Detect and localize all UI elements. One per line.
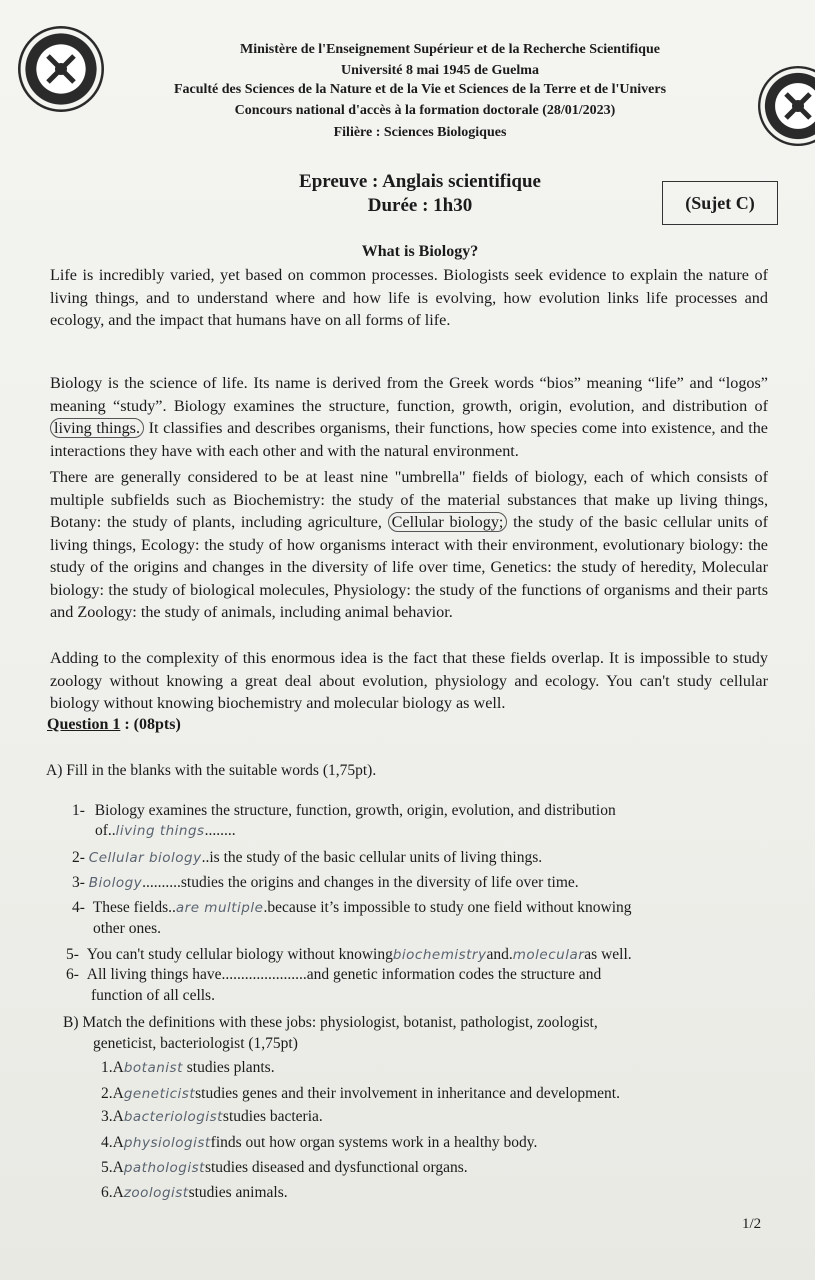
- part-b-item-3: [101, 1107, 323, 1127]
- part-a-item-4: [72, 898, 632, 918]
- handwritten-answer: botanist: [123, 1060, 183, 1076]
- handwritten-answer: zoologist: [123, 1185, 189, 1201]
- exam-duration: Durée : 1h30: [367, 195, 473, 216]
- question-1-points: : (08pts): [120, 716, 181, 733]
- handwritten-answer: geneticist: [123, 1086, 196, 1102]
- paragraph-1: [50, 264, 768, 332]
- handwritten-answer: physiologist: [123, 1135, 211, 1151]
- item-number: 6.A: [101, 1184, 124, 1201]
- item-number: 3.A: [101, 1108, 124, 1125]
- handwritten-answer: living things: [115, 823, 205, 839]
- paragraph-1-text: Life is incredibly varied, yet based on common processes. Biologists seek evidence to explain the nature of living things, and to understand where and how life is evolving, how evolution links life processes and ecology, and the impact that humans have on all forms of life.: [50, 266, 768, 329]
- part-b-item-6: [101, 1183, 288, 1203]
- question-1-heading: [47, 716, 181, 734]
- handwritten-answer: biochemistry: [392, 947, 487, 963]
- part-a-item-6: [66, 965, 601, 985]
- handwritten-answer: Cellular biology: [88, 850, 202, 866]
- item-number: 5.A: [101, 1159, 124, 1176]
- item-text: You can't study cellular biology without knowing: [86, 946, 393, 963]
- item-text: studies plants.: [182, 1059, 275, 1076]
- item-text: .because it’s impossible to study one field without knowing: [263, 899, 632, 916]
- faculty-logo: [758, 66, 815, 146]
- part-b-item-5: [101, 1158, 468, 1178]
- part-b-item-2: [101, 1084, 620, 1104]
- paragraph-2-text-b: It classifies and describes organisms, their functions, how species come into existence, and the interactions they have with each other and with the natural environment.: [50, 419, 768, 460]
- paragraph-3-text-b: the study of the basic cellular units of living things, Ecology: the study of how organisms interact with their environment, evolutionary biology: the study of the origins and changes in the diversity of life over time, Genetics: the study of heredity, Molecular biology: the study of biological molecules, Physiology: the study of the functions of organisms and their parts and Zoology: the study of animals, including animal behavior.: [50, 513, 769, 621]
- item-number: 2-: [72, 849, 85, 866]
- item-text: and.: [486, 946, 513, 963]
- item-text: Biology examines the structure, function, growth, origin, evolution, and distribution: [94, 802, 616, 819]
- item-text: studies bacteria.: [222, 1108, 323, 1125]
- part-b-item-4: [101, 1133, 537, 1153]
- item-number: 2.A: [101, 1085, 124, 1102]
- item-text: ..........studies the origins and changes in the diversity of life over time.: [142, 874, 579, 891]
- university-logo: [18, 26, 104, 112]
- item-text: These fields..: [92, 899, 176, 916]
- item-text: ..is the study of the basic cellular units of living things.: [201, 849, 543, 866]
- item-number: 5-: [66, 946, 79, 963]
- part-a-item-5: [66, 945, 632, 965]
- item-text: finds out how organ systems work in a healthy body.: [210, 1134, 538, 1151]
- handwritten-answer: are multiple: [175, 900, 264, 916]
- page-number: 1/2: [742, 1216, 762, 1232]
- part-a-heading: A) Fill in the blanks with the suitable words (1,75pt).: [46, 762, 377, 779]
- contest-line: Concours national d'accès à la formation doctorale (28/01/2023): [234, 103, 616, 118]
- handwritten-answer: pathologist: [123, 1160, 205, 1176]
- handwritten-answer: molecular: [512, 947, 585, 963]
- item-text: studies diseased and dysfunctional organs.: [204, 1159, 468, 1176]
- part-b-item-1: [101, 1058, 275, 1078]
- handwritten-answer: bacteriologist: [123, 1109, 223, 1125]
- paragraph-4-text: Adding to the complexity of this enormous idea is the fact that these fields overlap. It is impossible to study zoology without knowing a great deal about evolution, physiology and ecology. You can't study cellular biology without knowing biochemistry and molecular biology as well.: [50, 649, 768, 712]
- filiere-line: Filière : Sciences Biologiques: [333, 125, 507, 140]
- item-number: 3-: [72, 874, 85, 891]
- paragraph-2: [50, 372, 768, 462]
- ministry-line: Ministère de l'Enseignement Supérieur et de la Recherche Scientifique: [240, 42, 660, 57]
- faculty-line: Faculté des Sciences de la Nature et de la Vie et Sciences de la Terre et de l'Univers: [173, 82, 667, 97]
- part-b-heading: B) Match the definitions with these jobs: physiologist, botanist, pathologist, zoologist,: [63, 1014, 598, 1031]
- item-number: 4-: [72, 899, 85, 916]
- item-number: 4.A: [101, 1134, 124, 1151]
- part-a-item-1-cont: of..living things........: [95, 822, 236, 839]
- item-text: as well.: [584, 946, 632, 963]
- paragraph-4: [50, 647, 768, 715]
- paragraph-2-text-a: Biology is the science of life. Its name is derived from the Greek words “bios” meaning “life” and “logos” meaning “study”. Biology examines the structure, function, growth, origin, evolution, and distribution of: [50, 374, 768, 415]
- text-title: What is Biology?: [361, 243, 479, 260]
- item-text: All living things have......................and genetic information codes the structure and: [86, 966, 602, 983]
- part-b-heading-cont: geneticist, bacteriologist (1,75pt): [93, 1035, 298, 1052]
- item-number: 1-: [72, 802, 85, 819]
- item-text: studies genes and their involvement in inheritance and development.: [195, 1085, 620, 1102]
- sujet-box: (Sujet C): [662, 181, 778, 225]
- paragraph-3-text-a: There are generally considered to be at least nine "umbrella" fields of biology, each of which consists of multiple subfields such as Biochemistry: the study of the material substances that make up living things, Botany: the study of plants, including agriculture,: [50, 468, 768, 531]
- paragraph-3: [50, 466, 768, 624]
- part-a-item-3: [72, 873, 579, 893]
- item-number: 1.A: [101, 1059, 124, 1076]
- question-1-label: Question 1: [47, 716, 121, 733]
- part-a-item-6-cont: function of all cells.: [91, 987, 215, 1004]
- circled-cellular-biology: Cellular biology;: [388, 512, 508, 532]
- exam-subject: Epreuve : Anglais scientifique: [299, 171, 541, 192]
- handwritten-answer: Biology: [88, 875, 143, 891]
- item-number: 6-: [66, 966, 79, 983]
- circled-living-things: living things.: [50, 418, 144, 438]
- part-a-item-2: [72, 848, 542, 868]
- item-text: of: [95, 822, 108, 839]
- part-a-item-1: [72, 801, 616, 821]
- item-text: studies animals.: [188, 1184, 288, 1201]
- part-a-item-4-cont: other ones.: [93, 920, 162, 937]
- item-text: ........: [204, 822, 236, 839]
- university-line: Université 8 mai 1945 de Guelma: [341, 63, 539, 78]
